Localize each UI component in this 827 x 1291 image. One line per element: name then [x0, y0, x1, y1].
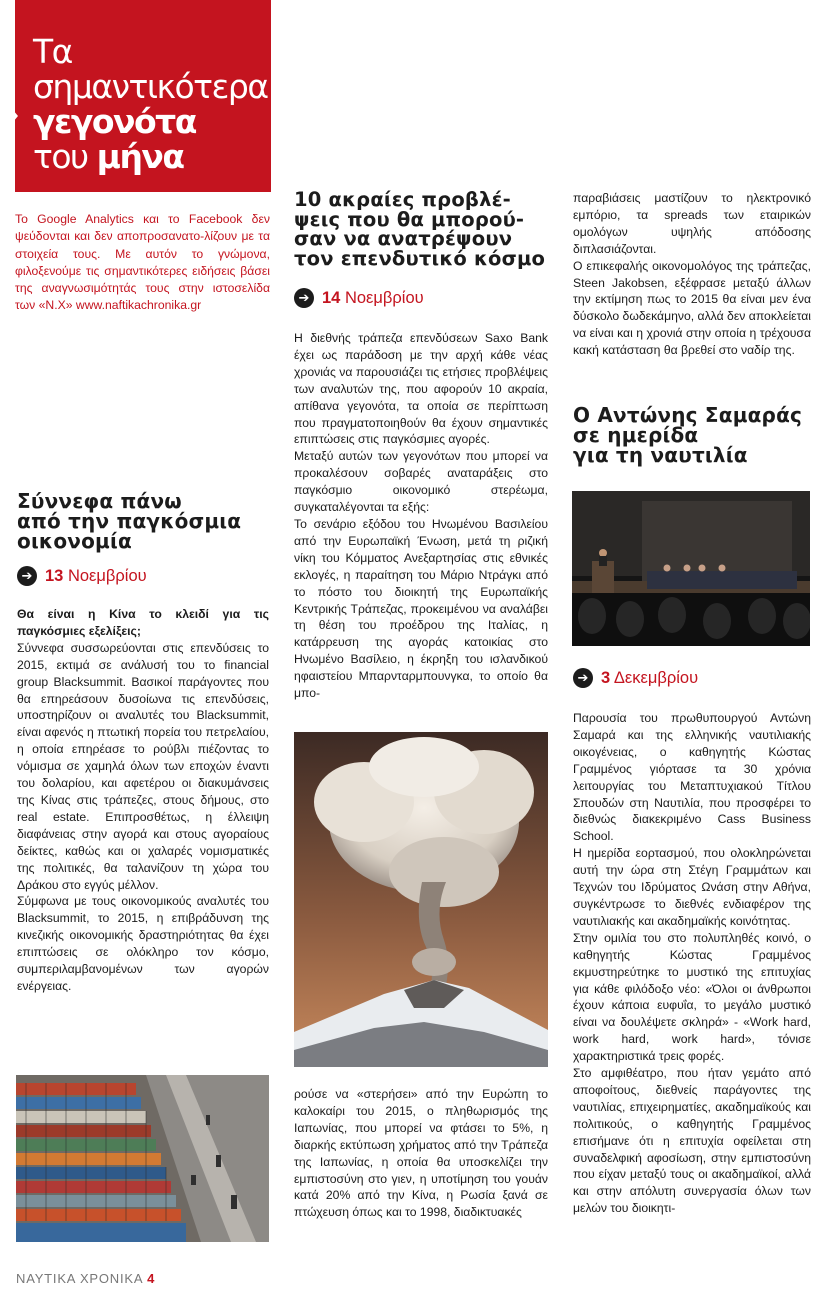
article-1-paragraph: Σύμφωνα με τους οικονομικούς αναλυτές του Blacksummit, το 2015, η επιβράδυνση της κινεζικής οικονομικής δραστηριότητας θα έχει επιπτώσεις σε ολόκληρο τον κόσμο, συμπεριλαμβανομένων των αγορών ενέργειας. — [17, 894, 269, 993]
article-1-day: 13 — [45, 566, 64, 585]
section-masthead — [15, 0, 271, 192]
article-2-paragraph: Η διεθνής τράπεζα επενδύσεων Saxo Bank έχει ως παράδοση με την αρχή κάθε νέας χρονιάς να παρουσιάζει τις ετήσιες προβλέψεις των αναλυτών της, που αφορούν 10 ακραία, απίθανα γεγονότα, τα οποία σε περίπτωση που πραγματοποιηθούν θα έχουν σημαντικές επιπτώσεις στις παγκόσμιες αγορές. — [294, 331, 548, 447]
article-2-title — [294, 190, 548, 268]
article-2 — [294, 190, 548, 268]
arrow-right-icon: ➔ — [17, 566, 37, 586]
article-1-title-line: οικονομία — [17, 529, 132, 553]
volcano-eruption-photo — [294, 732, 548, 1067]
article-3-body — [573, 710, 811, 1217]
article-2-continuation — [294, 1086, 548, 1221]
article-3-day: 3 — [601, 668, 611, 687]
article-1-title — [17, 491, 267, 551]
article-1-paragraph: Σύννεφα συσσωρεύονται στις επενδύσεις το 2015, εκτιμά σε ανάλυσή του το financial group Blacksummit. Βασικοί παράγοντες που θα επηρεάσουν δυσοίωνα τις επενδύσεις, υποστηρίζουν οι αναλυτές του Blacksummit, είναι αφενός η πτωτική πορεία του πετρελαίου, η οποία επηρέασε το ρούβλι πιέζοντας το νόμισμα σε χαμηλά όλων των εποχών έναντι του δολαρίου, και αφετέρου οι διακυμάνσεις της Κίνας στις τράπεζες, στους δήμους, στο real estate. Επιπροσθέτως, η έλλειψη διαφάνειας στην αγορά και στους αγοραίους δείκτες, καθώς και οι χαλαρές νομισματικές της πολιτικές, θα ταλανίζουν τη χώρα του Δράκου στο εγγύς μέλλον. — [17, 640, 269, 892]
article-1-title-line: Σύννεφα πάνω — [17, 489, 182, 513]
article-2-paragraph: παραβιάσεις μαστίζουν το ηλεκτρονικό εμπόριο, τα spreads των εταιρικών ομολόγων υψηλής απόδοσης διπλασιάζονται. — [573, 191, 811, 256]
article-2-title-line: 10 ακραίες προβλέ- — [294, 188, 511, 211]
article-3-title-line: Ο Αντώνης Σαμαράς — [573, 403, 803, 427]
masthead-line-2: σημαντικότερα — [33, 67, 268, 106]
masthead-line-4b: μήνα — [96, 137, 184, 176]
arrow-right-icon: ➔ — [294, 288, 314, 308]
article-3-title-line: για τη ναυτιλία — [573, 443, 748, 467]
callout-notch — [8, 104, 18, 128]
article-2-paragraph: ρούσε να «στερήσει» από την Ευρώπη το καλοκαίρι του 2015, ο πληθωρισμός της Ιαπωνίας, που μπορεί να φτάσει το 5%, η διαρκής εκτύπωση χρήματος από την Τράπεζα της Ιαπωνίας, η οποία θα υποσκελίζει την εμπιστοσύνη στο γιεν, η υποτίμηση του γουάν κατά 20% από την Κίνα, η Ρωσία ξανά σε πτώχευση όπως και το 1998, διαδικτυακές — [294, 1087, 548, 1220]
article-2-title-line: σαν να ανατρέψουν — [294, 227, 513, 250]
article-2-date — [294, 288, 424, 308]
article-2-title-line: ψεις που θα μπορού- — [294, 207, 525, 231]
article-3-paragraph: Στο αμφιθέατρο, που ήταν γεμάτο από αποφοίτους, διεθνείς παράγοντες της ναυτιλίας, επιχειρηματίες, ακαδημαϊκούς και πολιτικούς, ο καθηγητής Γραμμένος επισήμανε ότι η επιτυχία οφείλεται στη συναδελφική αφοσίωση, στην εμπιστοσύνη που είχαν μεταξύ τους οι ακαδημαϊκοί, αλλά και στην απόλυτη συνεργασία όλων των μελών του διοικητι- — [573, 1066, 811, 1216]
article-2-paragraph: Το σενάριο εξόδου του Ηνωμένου Βασιλείου από την Ευρωπαϊκή Ένωση, μετά τη ριζική νίκη του Κόμματος Ανεξαρτησίας στις εθνικές εκλογές, η παραίτηση του Μάριο Ντράγκι από το πόστο του διοικητή της Ευρωπαϊκής Κεντρικής Τράπεζας, προκειμένου να αναλάβει τη θέση του προέδρου της Ιταλίας, η κατάρρευση της αγοράς κατοικίας στο Ηνωμένο Βασίλειο, η έκρηξη του ισλανδικού ηφαιστείου Μπαρνταρμπουνγκα, το οποίο θα μπο- — [294, 516, 548, 701]
masthead-line-4a: του — [33, 137, 97, 176]
article-1-lead: Θα είναι η Κίνα το κλειδί για τις παγκόσμιες εξελίξεις; — [17, 607, 269, 638]
article-1 — [17, 491, 267, 551]
article-3-title-line: σε ημερίδα — [573, 423, 699, 447]
article-2-continuation-col3 — [573, 190, 811, 359]
article-3-paragraph: Στην ομιλία του στο πολυπληθές κοινό, ο καθηγητής Κώστας Γραμμένος εκμυστηρεύτηκε το μυστικό της επιτυχίας για κάθε φιλόδοξο νέο: «Όλοι οι άνθρωποι έχουν κάποια ευφυΐα, το μεγάλο μυστικό είναι να δουλέψετε σκληρά» - «Work hard, work hard, work hard», τόνισε χαρακτηριστικά τρεις φορές. — [573, 930, 811, 1064]
masthead-line-3: γεγονότα — [33, 102, 196, 141]
article-1-month: Νοεμβρίου — [67, 566, 147, 585]
page-number: 4 — [147, 1271, 156, 1286]
masthead-line-1: Τα — [33, 32, 72, 71]
article-3-paragraph: Παρουσία του πρωθυπουργού Αντώνη Σαμαρά και της ελληνικής ναυτιλιακής οικογένειας, ο καθηγητής Κώστας Γραμμένος γιόρτασε τα 30 χρόνια λειτουργίας του Μεταπτυχιακού Τίτλου Σπουδών στη Ναυτιλία, που προσφέρει το διεθνώς διακεκριμένο Cass Business School. — [573, 711, 811, 844]
article-3-paragraph: Η ημερίδα εορτασμού, που ολοκληρώνεται αυτή την ώρα στη Στέγη Γραμμάτων και Τεχνών του Ιδρύματος Ωνάση στην Αθήνα, συγκέντρωσε το διεθνές ενδιαφέρον της ναυτιλιακής και ακαδημαϊκής κοινότητας. — [573, 846, 811, 928]
container-port-photo — [16, 1075, 269, 1242]
article-2-month: Νοεμβρίου — [344, 288, 424, 307]
article-1-title-line: από την παγκόσμια — [17, 509, 242, 533]
article-1-date — [17, 566, 147, 586]
article-1-body — [17, 606, 269, 995]
footer-label: ΝΑΥΤΙΚΑ ΧΡΟΝΙΚΑ — [16, 1271, 143, 1286]
article-2-day: 14 — [322, 288, 341, 307]
page-footer — [16, 1271, 155, 1286]
article-3-date — [573, 668, 698, 688]
article-3-month: Δεκεμβρίου — [613, 668, 699, 687]
article-2-title-line: τον επενδυτικό κόσμο — [294, 246, 546, 270]
article-2-paragraph: Ο επικεφαλής οικονομολόγος της τράπεζας, Steen Jakobsen, εξέφρασε μεταξύ άλλων την εκτίμηση πως το 2015 θα είναι μεν ένα δύσκολο δωδεκάμηνο, αλλά δεν αποκλείεται να είναι και η χρονιά στην οποία η τρέχουσα κακή κατάσταση θα βρεθεί στο ναδίρ της. — [573, 258, 811, 358]
article-2-body — [294, 330, 548, 702]
conference-photo — [572, 491, 810, 646]
intro-text: Το Google Analytics και το Facebook δεν ψεύδονται και δεν αποπροσανατο-λίζουν με τα στοιχεία τους. Με αυτόν το γνώμονα, φιλοξενούμε τις σημαντικότερες ειδήσεις βάσει της αναγνωσιμότητάς τους στην ιστοσελίδα των «Ν.Χ» www.naftikachronika.gr — [15, 212, 270, 313]
article-2-paragraph: Μεταξύ αυτών των γεγονότων που μπορεί να προκαλέσουν σοβαρές αναταράξεις στο παγκόσμιο οικονομικό στερέωμα, συγκαταλέγονται τα εξής: — [294, 449, 548, 515]
article-3-title — [573, 405, 813, 465]
article-3 — [573, 405, 813, 465]
arrow-right-icon: ➔ — [573, 668, 593, 688]
